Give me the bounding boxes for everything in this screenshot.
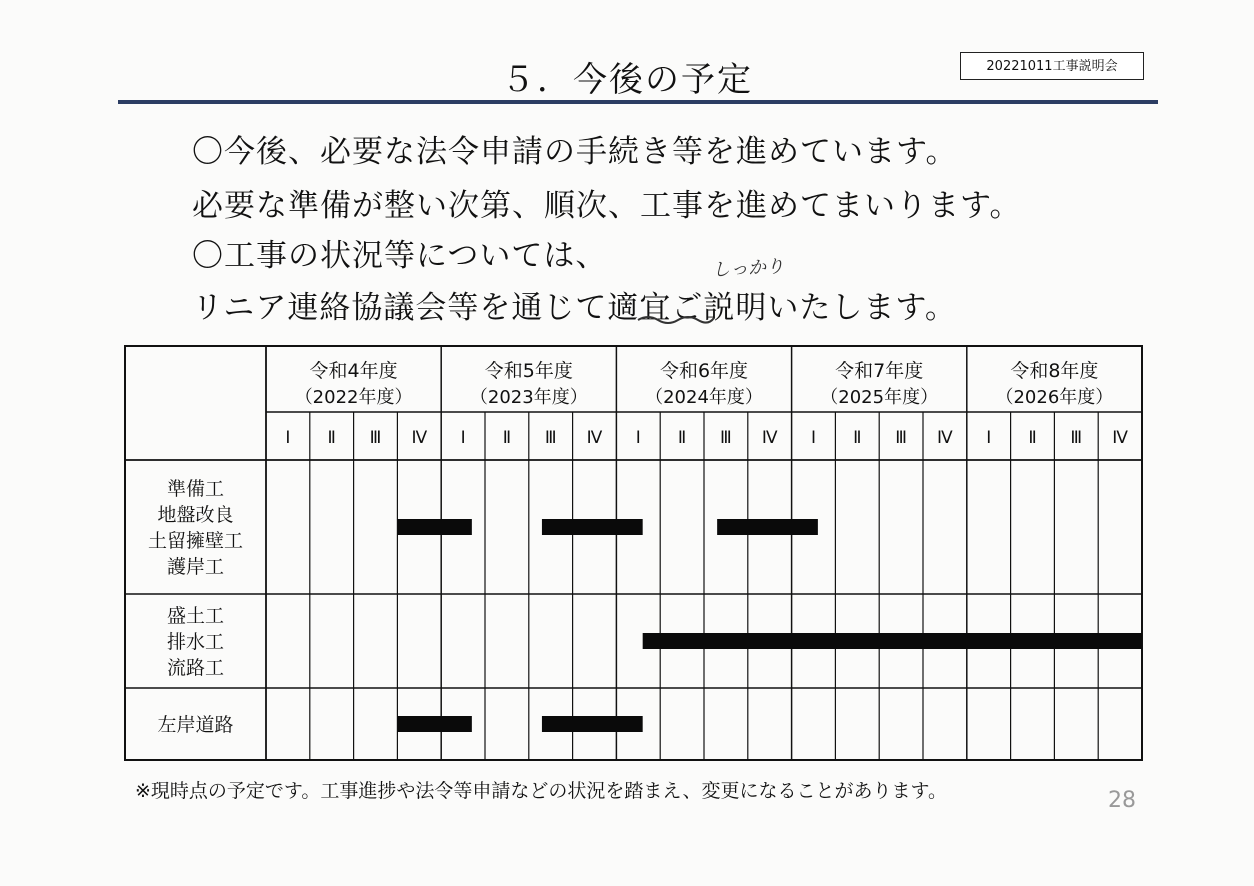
quarter-label: Ⅱ [677, 428, 687, 448]
quarter-label: Ⅱ [853, 428, 862, 448]
schedule-bar [542, 716, 643, 732]
page-title: ５．今後の予定 [501, 60, 753, 100]
quarter-label: Ⅳ [937, 428, 953, 448]
schedule-bar [717, 519, 818, 535]
quarter-labels [285, 428, 1128, 448]
quarter-label: Ⅱ [327, 428, 336, 448]
footnote: ※現時点の予定です。工事進捗や法令等申請などの状況を踏まえ、変更になることがあります。 [135, 780, 948, 802]
intro-line-1: 〇今後、必要な法令申請の手続き等を進めています。 [192, 134, 958, 170]
quarter-label: Ⅳ [761, 428, 778, 448]
intro-line-3: 〇工事の状況等については、 [192, 238, 608, 274]
task-label: 地盤改良 [157, 504, 234, 526]
schedule-bar [542, 519, 643, 535]
task-label: 護岸工 [166, 556, 225, 578]
quarter-label: Ⅲ [544, 428, 557, 448]
year-labels [295, 360, 1114, 408]
quarter-label: Ⅰ [460, 428, 466, 448]
intro-line-4: リニア連絡協議会等を通じて適宜ご説明いたします。 [192, 290, 957, 326]
row-labels [148, 478, 243, 736]
year-sublabel: （2025年度） [820, 387, 939, 408]
quarter-label: Ⅰ [285, 428, 291, 448]
schedule-bar [643, 633, 1142, 649]
year-label: 令和8年度 [1010, 360, 1099, 382]
year-sublabel: （2026年度） [995, 387, 1114, 408]
year-sublabel: （2022年度） [294, 387, 413, 408]
handwritten-note: しっかり [711, 256, 785, 281]
quarter-label: Ⅳ [1112, 428, 1128, 448]
year-sublabel: （2023年度） [469, 387, 588, 408]
schedule-grid [125, 346, 1142, 760]
year-label: 令和7年度 [835, 360, 924, 382]
quarter-label: Ⅳ [411, 428, 428, 448]
schedule-bar [397, 519, 471, 535]
quarter-label: Ⅱ [502, 428, 512, 448]
year-label: 令和4年度 [309, 360, 398, 382]
document-tag: 20221011工事説明会 [960, 52, 1144, 80]
quarter-label: Ⅳ [586, 428, 603, 448]
quarter-label: Ⅱ [1028, 428, 1037, 448]
quarter-label: Ⅲ [1070, 428, 1083, 448]
task-label: 準備工 [166, 478, 225, 500]
schedule-bar [397, 716, 471, 732]
year-sublabel: （2024年度） [645, 387, 763, 408]
task-label: 土留擁壁工 [147, 530, 244, 552]
year-label: 令和6年度 [659, 360, 749, 382]
quarter-label: Ⅲ [369, 428, 382, 448]
page-number: 28 [1108, 788, 1136, 813]
year-label: 令和5年度 [484, 360, 573, 382]
task-label: 左岸道路 [157, 714, 234, 736]
schedule-bars [397, 519, 1142, 732]
table-border [125, 346, 1142, 760]
quarter-label: Ⅰ [986, 428, 992, 448]
task-label: 流路工 [166, 657, 225, 679]
quarter-label: Ⅲ [895, 428, 907, 448]
task-label: 排水工 [166, 631, 225, 653]
quarter-label: Ⅰ [635, 428, 641, 448]
task-label: 盛土工 [166, 605, 225, 627]
intro-line-2: 必要な準備が整い次第、順次、工事を進めてまいります。 [192, 188, 1022, 224]
quarter-label: Ⅲ [720, 428, 732, 448]
quarter-label: Ⅰ [810, 428, 817, 448]
